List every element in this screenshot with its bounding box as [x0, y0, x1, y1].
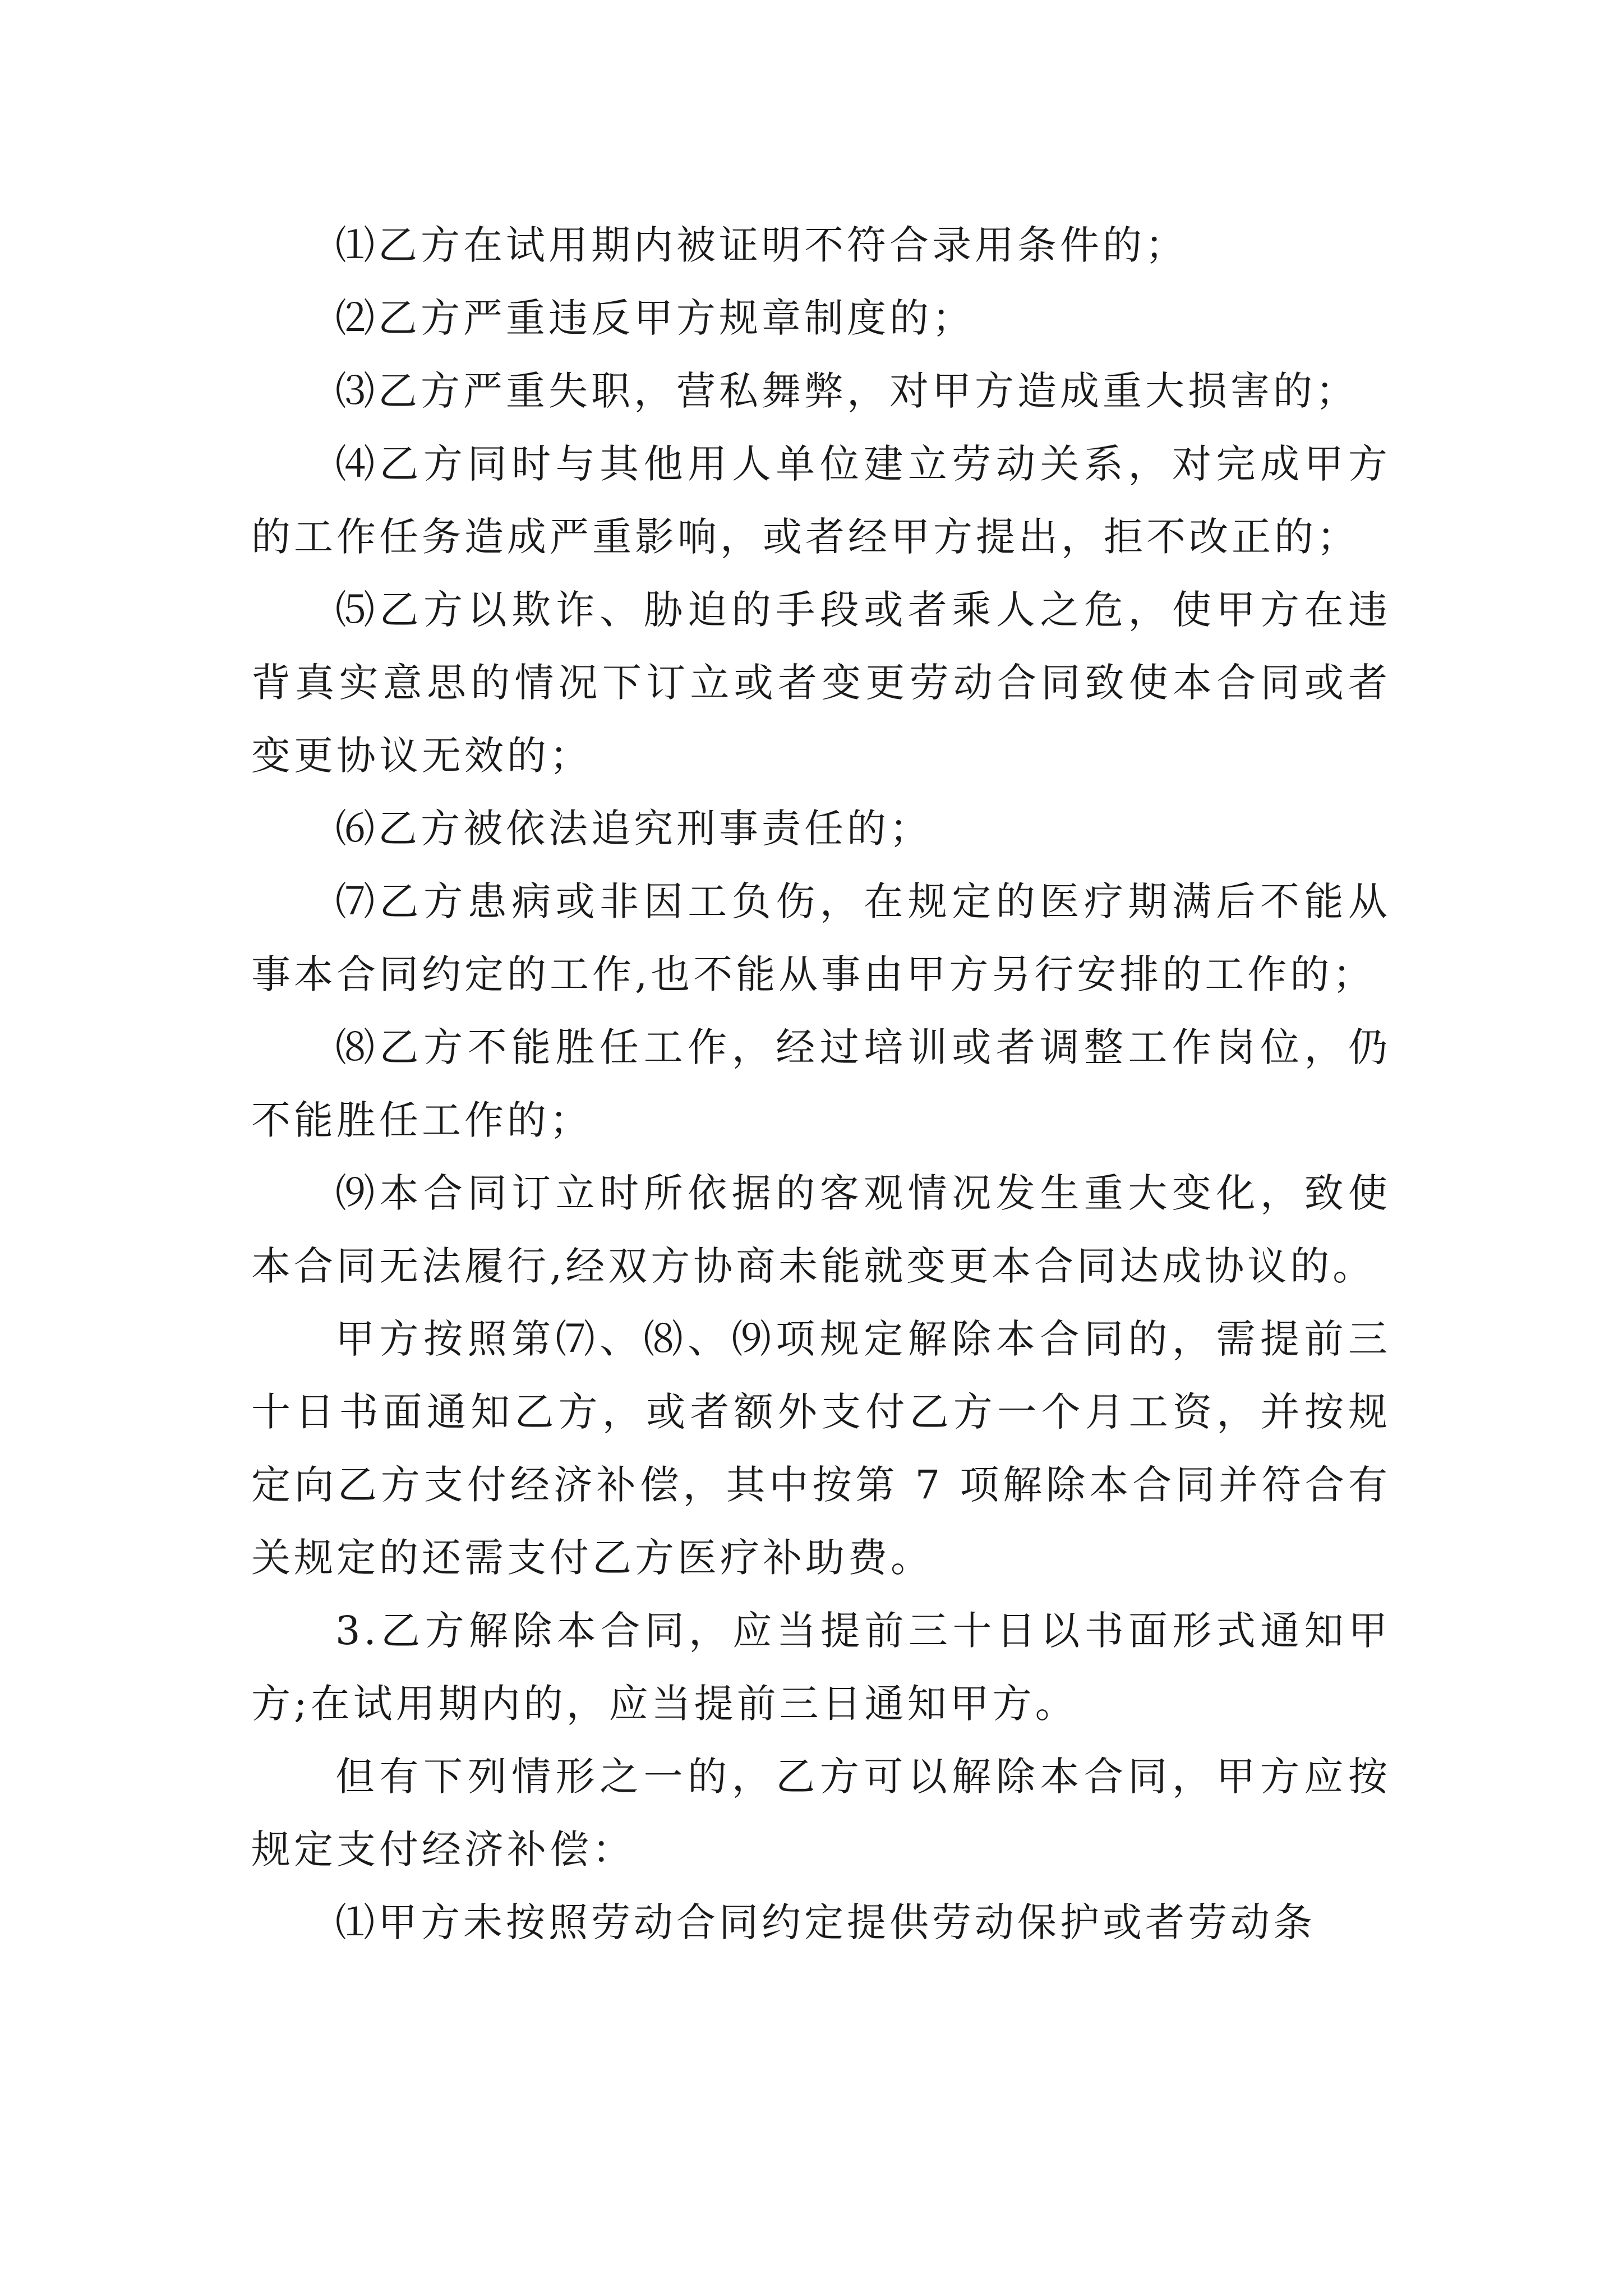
document-body [251, 209, 1391, 1959]
clause-item-9: ⑼本合同订立时所依据的客观情况发生重大变化，致使本合同无法履行,经双方协商未能就变更本合同达成协议的。 [251, 1170, 1391, 1289]
clause-item-1: ⑴乙方在试用期内被证明不符合录用条件的； [335, 222, 1188, 268]
clause-item-4: ⑷乙方同时与其他用人单位建立劳动关系，对完成甲方的工作任务造成严重影响，或者经甲方提出，拒不改正的； [251, 441, 1391, 560]
employee-clause-item-1: ⑴甲方未按照劳动合同约定提供劳动保护或者劳动条 [335, 1899, 1316, 1945]
conditions-intro-paragraph: 但有下列情形之一的，乙方可以解除本合同，甲方应按规定支付经济补偿： [251, 1754, 1391, 1872]
clause-item-6: ⑹乙方被依法追究刑事责任的； [335, 806, 932, 852]
clause-item-2: ⑵乙方严重违反甲方规章制度的； [335, 295, 975, 341]
termination-notice-paragraph: 甲方按照第⑺、⑻、⑼项规定解除本合同的，需提前三十日书面通知乙方，或者额外支付乙方一个月工资，并按规定向乙方支付经济补偿，其中按第 7 项解除本合同并符合有关规定的还需支付乙方医疗补助费。 [251, 1316, 1391, 1581]
clause-item-3: ⑶乙方严重失职，营私舞弊，对甲方造成重大损害的； [335, 368, 1358, 414]
clause-item-8: ⑻乙方不能胜任工作，经过培训或者调整工作岗位，仍不能胜任工作的； [251, 1024, 1391, 1143]
clause-item-5: ⑸乙方以欺诈、胁迫的手段或者乘人之危，使甲方在违背真实意思的情况下订立或者变更劳动合同致使本合同或者变更协议无效的； [251, 587, 1391, 779]
section-3-paragraph: 3.乙方解除本合同，应当提前三十日以书面形式通知甲方;在试用期内的，应当提前三日通知甲方。 [251, 1608, 1391, 1727]
clause-item-7: ⑺乙方患病或非因工负伤，在规定的医疗期满后不能从事本合同约定的工作,也不能从事由甲方另行安排的工作的； [251, 878, 1391, 997]
